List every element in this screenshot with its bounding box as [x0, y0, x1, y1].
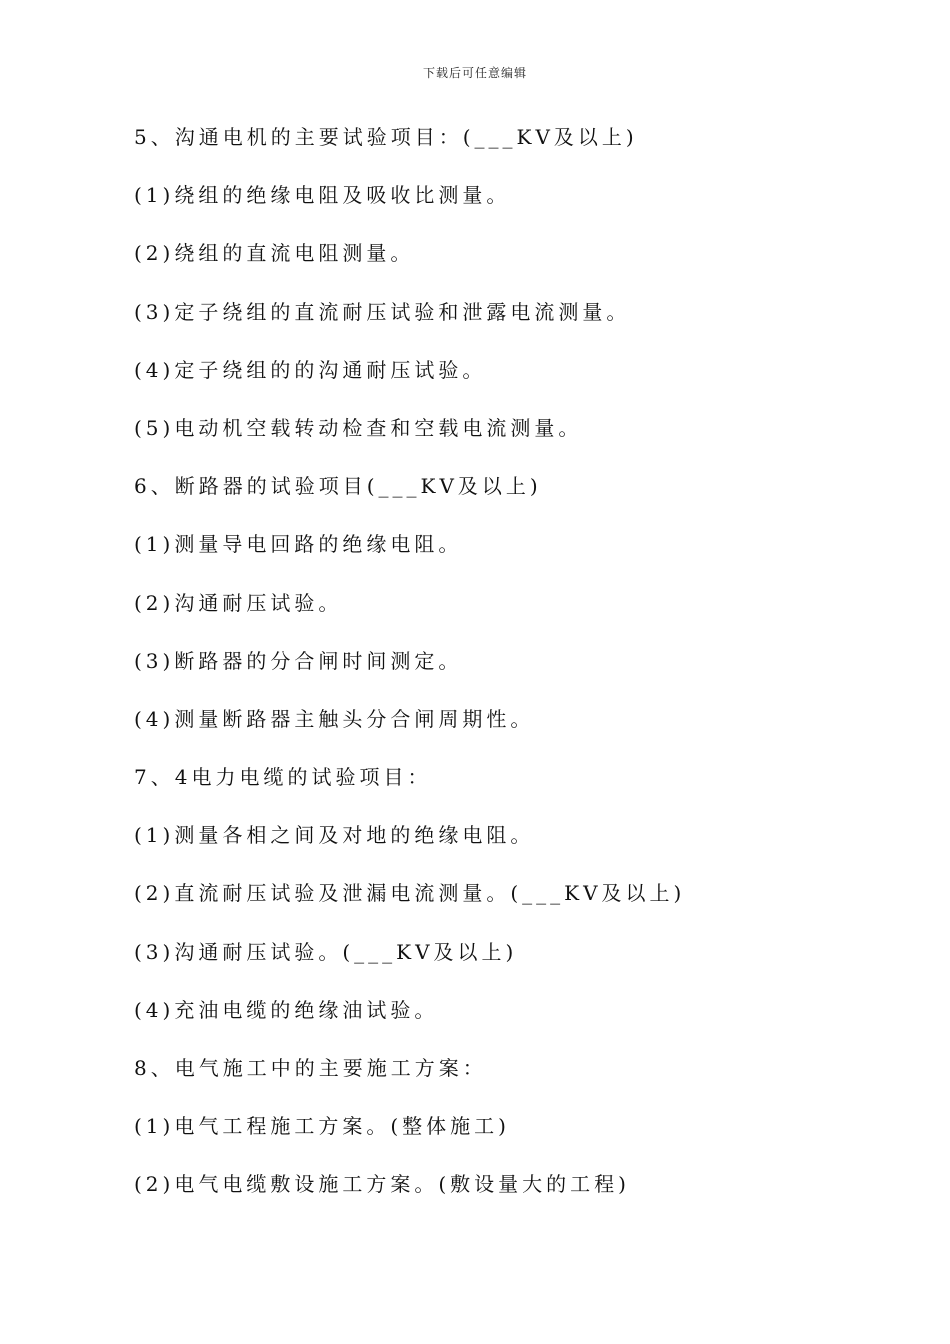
list-item: (1)电气工程施工方案。(整体施工): [134, 1114, 510, 1139]
section-heading-8: 8、电气施工中的主要施工方案：: [134, 1056, 487, 1080]
list-item: (4)测量断路器主触头分合闸周期性。: [134, 706, 535, 731]
list-item: (3)定子绕组的直流耐压试验和泄露电流测量。: [134, 299, 631, 324]
list-item: (1)测量导电回路的绝缘电阻。: [134, 532, 463, 557]
list-item: (3)沟通耐压试验。(___KV及以上): [134, 939, 518, 964]
section-heading-5: 5、沟通电机的主要试验项目：(___KV及以上): [134, 125, 638, 149]
document-body: [134, 120, 894, 1226]
list-item: (2)沟通耐压试验。: [134, 590, 343, 615]
list-item: (1)测量各相之间及对地的绝缘电阻。: [134, 823, 535, 848]
list-item: (4)充油电缆的绝缘油试验。: [134, 997, 439, 1022]
list-item: (2)电气电缆敷设施工方案。(敷设量大的工程): [134, 1172, 630, 1197]
list-item: (5)电动机空载转动检查和空载电流测量。: [134, 415, 583, 440]
list-item: (2)直流耐压试验及泄漏电流测量。(___KV及以上): [134, 881, 686, 906]
list-item: (4)定子绕组的的沟通耐压试验。: [134, 357, 487, 382]
list-item: (2)绕组的直流电阻测量。: [134, 241, 415, 266]
list-item: (3)断路器的分合闸时间测定。: [134, 648, 463, 673]
list-item: (1)绕组的绝缘电阻及吸收比测量。: [134, 183, 511, 208]
page-header: 下载后可任意编辑: [422, 66, 527, 80]
section-heading-6: 6、断路器的试验项目(___KV及以上): [134, 474, 542, 499]
section-heading-7: 7、4电力电缆的试验项目：: [134, 765, 432, 790]
